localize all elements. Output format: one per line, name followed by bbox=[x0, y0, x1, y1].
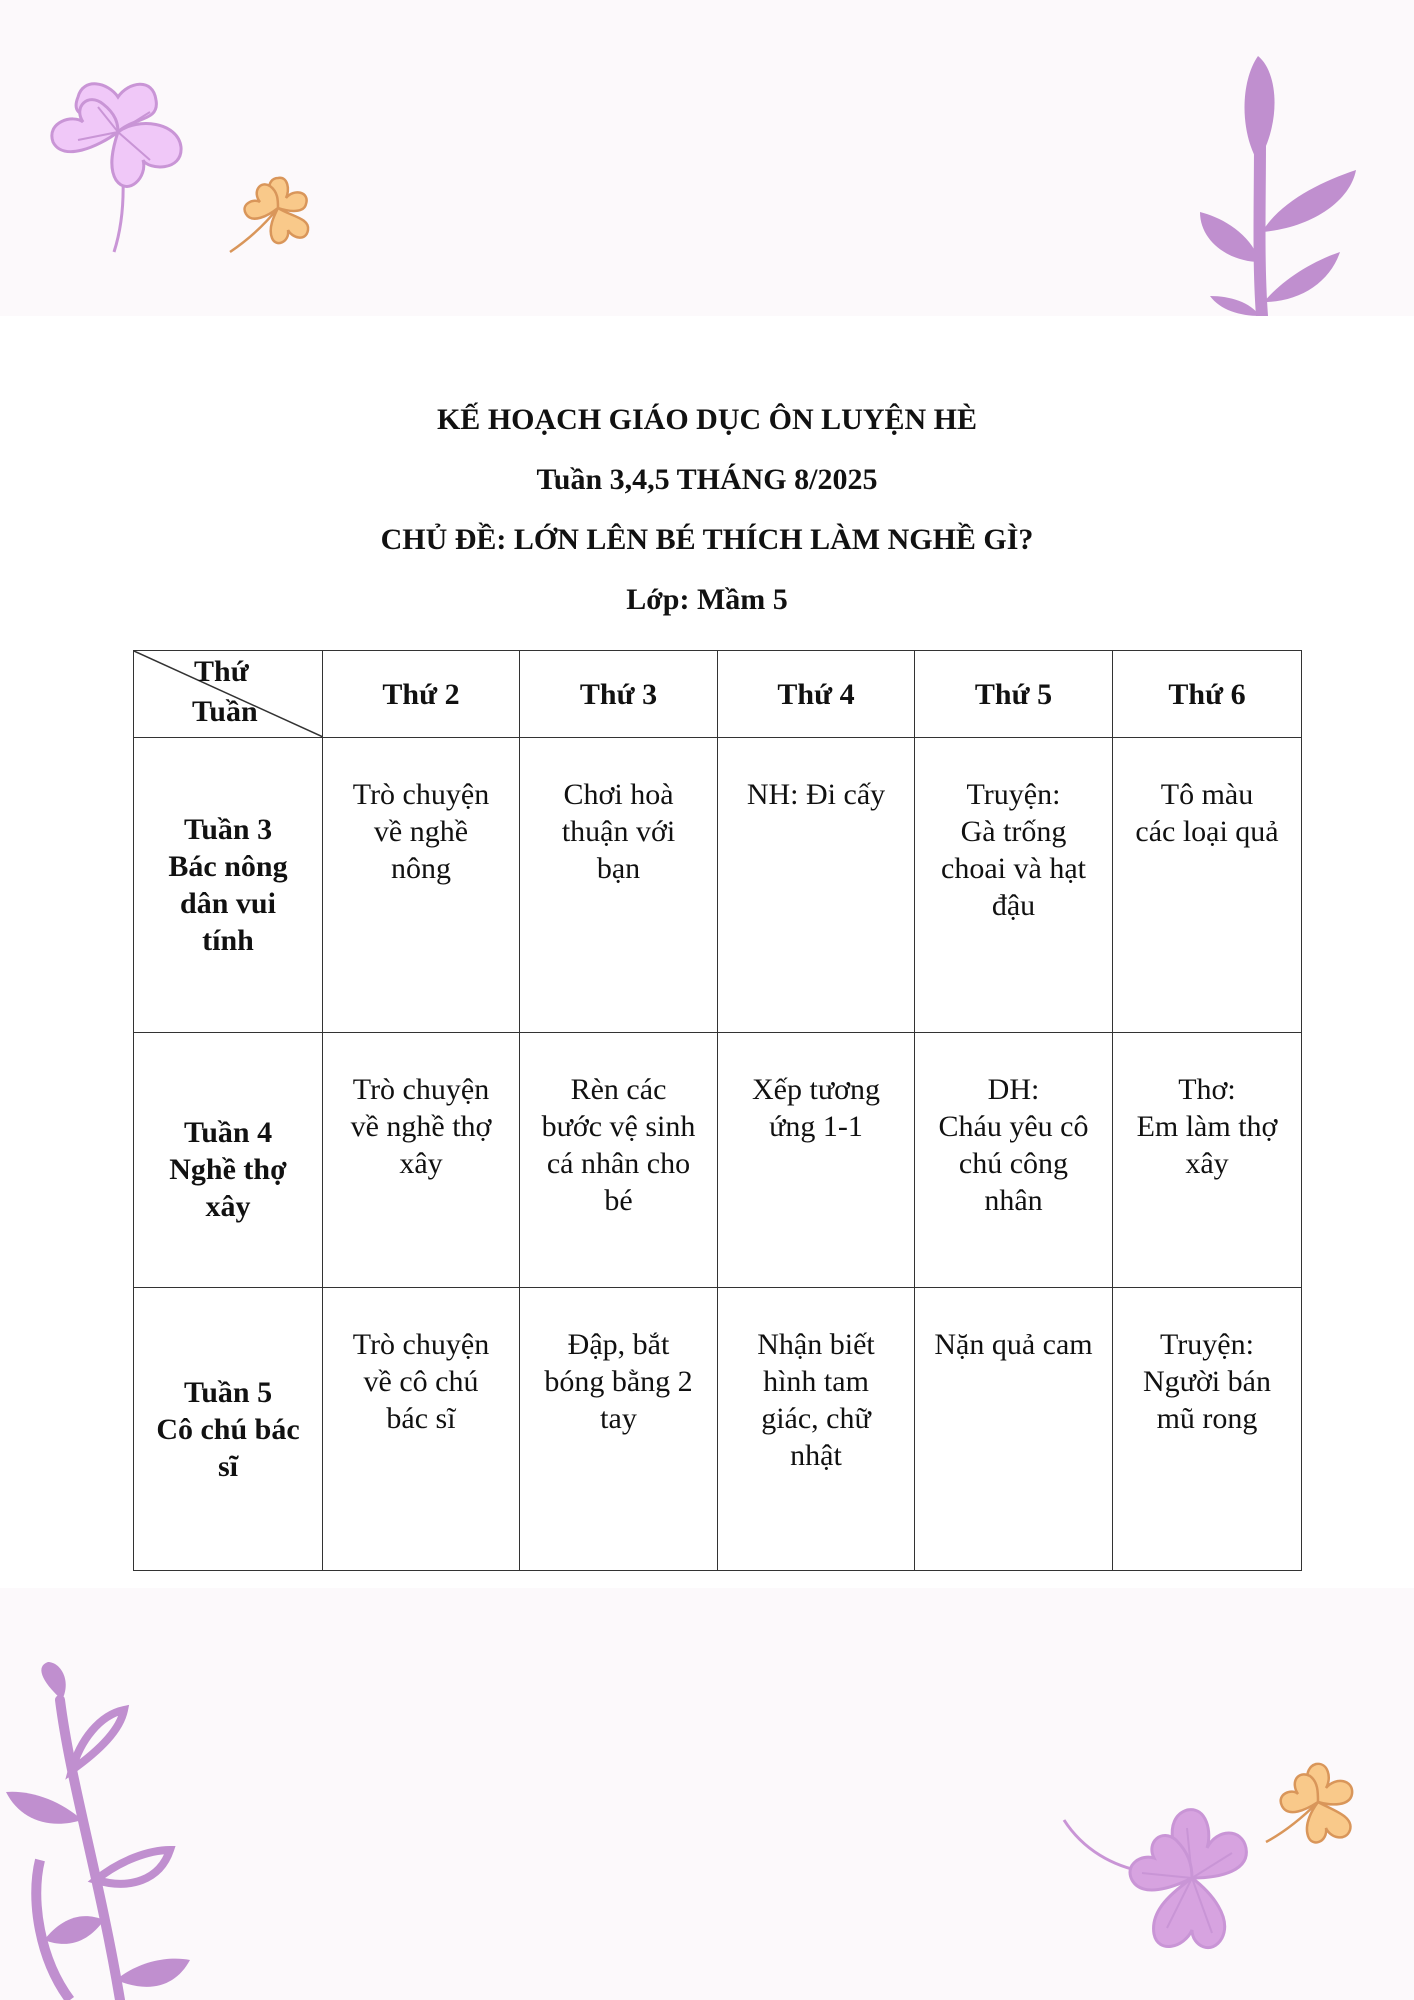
activity-line: DH: bbox=[987, 1073, 1040, 1106]
activity-line: về nghề thợ bbox=[350, 1110, 492, 1143]
week-label: Tuần 4 bbox=[183, 1115, 273, 1149]
activity-line: nông bbox=[391, 852, 451, 885]
activity-line: bác sĩ bbox=[386, 1402, 456, 1435]
table-row bbox=[134, 1288, 1302, 1571]
column-header: Thứ 6 bbox=[1113, 651, 1302, 738]
activity-line: Chơi hoà bbox=[563, 778, 674, 811]
activity-cell bbox=[915, 1288, 1113, 1571]
column-header: Thứ 4 bbox=[718, 651, 915, 738]
corner-label-week: Tuần bbox=[192, 695, 258, 728]
column-header: Thứ 5 bbox=[915, 651, 1113, 738]
activity-line: Rèn các bbox=[570, 1073, 667, 1106]
week-topic: Bác nông bbox=[168, 850, 288, 883]
activity-line: Em làm thợ bbox=[1136, 1110, 1278, 1143]
document-title: KẾ HOẠCH GIÁO DỤC ÔN LUYỆN HÈ bbox=[436, 403, 978, 436]
table-row bbox=[134, 738, 1302, 1033]
activity-line: thuận với bbox=[561, 815, 676, 848]
activity-line: cá nhân cho bbox=[546, 1147, 691, 1180]
table-row bbox=[134, 1033, 1302, 1288]
week-topic: Cô chú bác bbox=[156, 1412, 300, 1446]
activity-line: Truyện: bbox=[1160, 1328, 1254, 1361]
week-topic: xây bbox=[205, 1189, 251, 1223]
activity-line: bước vệ sinh bbox=[541, 1110, 696, 1143]
activity-cell bbox=[520, 738, 718, 1033]
week-topic: tính bbox=[202, 924, 254, 957]
week-topic: Nghề thợ bbox=[169, 1152, 287, 1186]
activity-line: hình tam bbox=[763, 1365, 869, 1398]
activity-cell bbox=[718, 738, 915, 1033]
activity-line: Xếp tương bbox=[752, 1073, 880, 1106]
activity-line: về nghề bbox=[373, 815, 469, 848]
document-header bbox=[0, 400, 1414, 640]
week-header-cell bbox=[134, 1288, 323, 1571]
activity-line: xây bbox=[399, 1147, 443, 1180]
activity-cell bbox=[520, 1033, 718, 1288]
activity-cell bbox=[718, 1288, 915, 1571]
lavender-clover-icon bbox=[38, 52, 198, 262]
activity-line: Trò chuyện bbox=[352, 1328, 490, 1361]
document-subtitle: Tuần 3,4,5 THÁNG 8/2025 bbox=[536, 463, 878, 496]
activity-line: các loại quả bbox=[1135, 815, 1279, 848]
activity-line: NH: Đi cấy bbox=[746, 778, 886, 811]
week-label: Tuần 5 bbox=[183, 1375, 273, 1409]
activity-line: choai và hạt bbox=[941, 852, 1086, 885]
activity-line: Thơ: bbox=[1178, 1073, 1236, 1106]
column-header: Thứ 2 bbox=[323, 651, 520, 738]
activity-line: giác, chữ bbox=[761, 1402, 871, 1435]
week-header-cell bbox=[134, 738, 323, 1033]
activity-line: Gà trống bbox=[960, 815, 1067, 848]
activity-cell bbox=[323, 1288, 520, 1571]
activity-line: Nhận biết bbox=[757, 1328, 875, 1361]
table-header-row bbox=[134, 651, 1302, 738]
activity-cell bbox=[323, 1033, 520, 1288]
activity-cell bbox=[718, 1033, 915, 1288]
activity-line: ứng 1-1 bbox=[769, 1110, 863, 1143]
activity-line: Trò chuyện bbox=[352, 778, 490, 811]
activity-line: nhật bbox=[790, 1439, 842, 1472]
activity-line: về cô chú bbox=[363, 1365, 479, 1398]
document-class: Lớp: Mầm 5 bbox=[626, 583, 788, 616]
activity-cell bbox=[1113, 1033, 1302, 1288]
activity-line: xây bbox=[1185, 1147, 1229, 1180]
week-label: Tuần 3 bbox=[183, 813, 273, 846]
lesson-plan-table bbox=[133, 650, 1302, 1571]
activity-line: nhân bbox=[984, 1184, 1043, 1217]
corner-label-day: Thứ bbox=[194, 655, 249, 688]
column-header: Thứ 3 bbox=[520, 651, 718, 738]
activity-line: Truyện: bbox=[966, 778, 1061, 811]
activity-line: bé bbox=[604, 1184, 633, 1217]
activity-cell bbox=[1113, 738, 1302, 1033]
document-theme: CHỦ ĐỀ: LỚN LÊN BÉ THÍCH LÀM NGHỀ GÌ? bbox=[380, 523, 1034, 556]
activity-line: Trò chuyện bbox=[352, 1073, 490, 1106]
week-header-cell bbox=[134, 1033, 323, 1288]
activity-cell bbox=[520, 1288, 718, 1571]
week-topic: dân vui bbox=[180, 887, 276, 920]
activity-line: Đập, bắt bbox=[567, 1328, 670, 1361]
orange-clover-icon bbox=[228, 158, 328, 258]
orange-clover-icon bbox=[1262, 1746, 1372, 1856]
corner-header-cell bbox=[134, 651, 323, 738]
activity-line: Người bán bbox=[1143, 1365, 1271, 1398]
purple-clover-icon bbox=[1062, 1798, 1262, 1978]
activity-line: bóng bằng 2 bbox=[544, 1365, 693, 1398]
activity-line: đậu bbox=[991, 889, 1036, 922]
activity-line: Nặn quả cam bbox=[934, 1328, 1093, 1361]
activity-line: Tô màu bbox=[1160, 778, 1254, 811]
activity-line: bạn bbox=[596, 852, 641, 885]
activity-cell bbox=[1113, 1288, 1302, 1571]
activity-cell bbox=[323, 738, 520, 1033]
purple-branch-icon bbox=[1180, 52, 1360, 316]
activity-cell bbox=[915, 1033, 1113, 1288]
purple-branch-icon bbox=[0, 1660, 200, 2000]
activity-cell bbox=[915, 738, 1113, 1033]
activity-line: mũ rong bbox=[1156, 1402, 1258, 1435]
week-topic: sĩ bbox=[217, 1449, 238, 1483]
activity-line: chú công bbox=[958, 1147, 1069, 1180]
activity-line: Cháu yêu cô bbox=[938, 1110, 1089, 1143]
activity-line: tay bbox=[600, 1402, 637, 1435]
